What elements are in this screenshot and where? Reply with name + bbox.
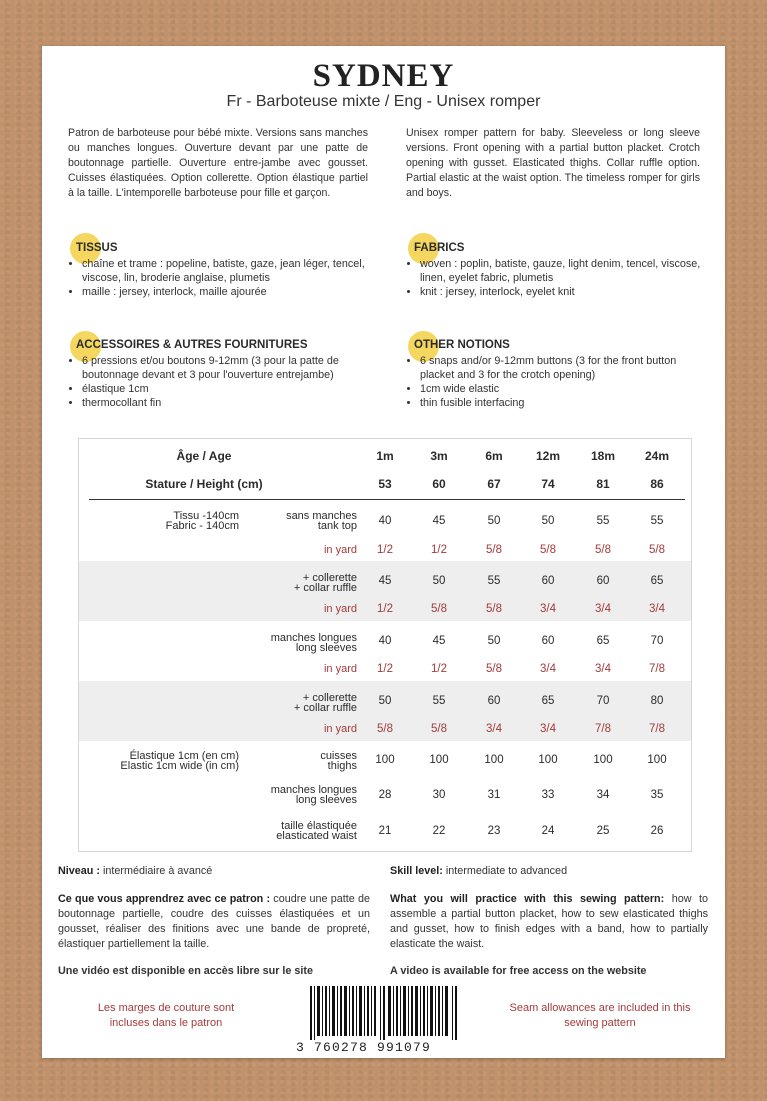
age-cell: 6m [485, 449, 503, 463]
value-cell: 50 [487, 515, 501, 527]
value-cell: 60 [541, 635, 555, 647]
level-fr: Niveau : intermédiaire à avancé [58, 865, 213, 877]
list-item: • 6 snaps and/or 9-12mm buttons (3 for the front button placket and 3 for the crotch opening) [420, 354, 710, 382]
height-header: Stature / Height (cm) [145, 477, 263, 491]
video-fr: Une vidéo est disponible en accès libre sur le site [58, 965, 314, 977]
learn-fr: Ce que vous apprendrez avec ce patron : coudre une patte de boutonnage partielle, coudre des cuisses élastiquées et un gousset, réaliser des finitions avec une bande de propreté, élastiquer partiellement la taille. [58, 893, 370, 950]
row-label: taille élastiquée elasticated waist [276, 820, 357, 842]
yard-cell: 3/4 [486, 723, 502, 735]
value-cell: 55 [596, 515, 610, 527]
list-item: • maille : jersey, interlock, maille ajourée [82, 285, 372, 299]
elastic-label: Élastique 1cm (en cm) Elastic 1cm wide (in cm) [120, 750, 239, 772]
pattern-back-card [42, 46, 725, 1058]
value-cell: 26 [650, 825, 664, 837]
notions-en-list [406, 354, 710, 410]
list-item: • woven : poplin, batiste, gauze, light denim, tencel, viscose, linen, eyelet fabric, plumetis [420, 257, 710, 285]
table-row [79, 813, 691, 849]
yard-cell: 3/4 [540, 603, 556, 615]
value-cell: 34 [596, 789, 610, 801]
value-cell: 100 [593, 754, 613, 766]
value-cell: 55 [650, 515, 664, 527]
value-cell: 23 [487, 825, 501, 837]
value-cell: 45 [432, 635, 446, 647]
value-cell: 28 [378, 789, 392, 801]
value-cell: 65 [596, 635, 610, 647]
list-item: • chaîne et trame : popeline, batiste, gaze, jean léger, tencel, viscose, lin, broderie anglaise, plumetis [82, 257, 372, 285]
list-item: • 6 pressions et/ou boutons 9-12mm (3 pour la patte de boutonnage devant et 3 pour l'ouverture entrejambe) [82, 354, 372, 382]
height-cell: 67 [487, 477, 501, 491]
table-header-height-row [79, 477, 691, 497]
yard-cell: 1/2 [377, 603, 393, 615]
header-divider [89, 499, 685, 500]
value-cell: 100 [538, 754, 558, 766]
value-cell: 80 [650, 695, 664, 707]
age-cell: 12m [535, 449, 561, 463]
table-row [79, 741, 691, 777]
row-label: manches longues long sleeves [270, 784, 357, 806]
value-cell: 30 [432, 789, 446, 801]
table-row-shaded [79, 561, 691, 621]
value-cell: 25 [596, 825, 610, 837]
value-cell: 40 [378, 515, 392, 527]
table-header-age-row [79, 449, 691, 469]
age-cell: 18m [590, 449, 616, 463]
value-cell: 70 [650, 635, 664, 647]
list-item: • knit : jersey, interlock, eyelet knit [420, 285, 710, 299]
fabrics-en-list [406, 257, 710, 299]
list-item: • élastique 1cm [82, 382, 372, 396]
seam-allowance-en: Seam allowances are included in this sewing pattern [509, 1002, 691, 1029]
list-item: • thin fusible interfacing [420, 396, 710, 410]
pattern-title: SYDNEY [312, 58, 455, 94]
list-item: • 1cm wide elastic [420, 382, 710, 396]
value-cell: 50 [432, 575, 446, 587]
value-cell: 24 [541, 825, 555, 837]
yard-cell: 5/8 [431, 723, 447, 735]
barcode-icon [310, 986, 458, 1040]
yard-cell: 3/4 [595, 603, 611, 615]
age-header: Âge / Age [176, 449, 232, 463]
value-cell: 65 [650, 575, 664, 587]
yard-cell: 3/4 [595, 663, 611, 675]
yard-label: in yard [323, 603, 357, 615]
value-cell: 50 [487, 635, 501, 647]
value-cell: 100 [375, 754, 395, 766]
fabric-requirements-table [78, 438, 692, 852]
yard-label: in yard [323, 544, 357, 556]
row-label: + collerette + collar ruffle [293, 692, 357, 714]
yard-label: in yard [323, 723, 357, 735]
value-cell: 35 [650, 789, 664, 801]
yard-cell: 1/2 [377, 663, 393, 675]
age-cell: 3m [430, 449, 448, 463]
yard-cell: 1/2 [431, 663, 447, 675]
yard-cell: 7/8 [649, 723, 665, 735]
value-cell: 100 [484, 754, 504, 766]
row-label: sans manches tank top [286, 510, 357, 532]
value-cell: 50 [378, 695, 392, 707]
age-cell: 1m [376, 449, 394, 463]
height-cell: 53 [378, 477, 392, 491]
yard-cell: 5/8 [486, 603, 502, 615]
value-cell: 60 [541, 575, 555, 587]
value-cell: 50 [541, 515, 555, 527]
yard-cell: 3/4 [540, 723, 556, 735]
yard-cell: 5/8 [486, 663, 502, 675]
video-en: A video is available for free access on the website [390, 965, 647, 977]
yard-cell: 5/8 [595, 544, 611, 556]
fabrics-en-heading: FABRICS [414, 242, 465, 254]
value-cell: 100 [429, 754, 449, 766]
age-cell: 24m [644, 449, 670, 463]
fabrics-fr-list [68, 257, 372, 299]
notions-fr-heading: ACCESSOIRES & AUTRES FOURNITURES [76, 339, 308, 351]
yard-cell: 7/8 [595, 723, 611, 735]
value-cell: 60 [596, 575, 610, 587]
value-cell: 45 [432, 515, 446, 527]
value-cell: 31 [487, 789, 501, 801]
intro-english: Unisex romper pattern for baby. Sleeveless or long sleeve versions. Front opening with a partial button placket. Crotch opening with gusset. Elasticated thighs. Collar ruffle option. Partial elastic at the waist option. The timeless romper for girls and boys. [406, 127, 700, 199]
yard-cell: 1/2 [377, 544, 393, 556]
seam-allowance-fr: Les marges de couture sont incluses dans le patron [97, 1002, 235, 1029]
value-cell: 55 [432, 695, 446, 707]
table-row [79, 621, 691, 681]
value-cell: 100 [647, 754, 667, 766]
value-cell: 65 [541, 695, 555, 707]
value-cell: 22 [432, 825, 446, 837]
barcode-number: 3 760278 991079 [296, 1040, 432, 1055]
yard-cell: 1/2 [431, 544, 447, 556]
value-cell: 21 [378, 825, 392, 837]
level-en: Skill level: intermediate to advanced [390, 865, 568, 877]
height-cell: 86 [650, 477, 664, 491]
yard-cell: 5/8 [377, 723, 393, 735]
yard-cell: 5/8 [649, 544, 665, 556]
fabrics-fr-heading: TISSUS [76, 242, 118, 254]
yard-cell: 5/8 [540, 544, 556, 556]
row-label: + collerette + collar ruffle [293, 572, 357, 594]
value-cell: 45 [378, 575, 392, 587]
table-row [79, 777, 691, 813]
learn-en: What you will practice with this sewing pattern: how to assemble a partial button placket, how to sew elasticated thighs and gusset, how to finish edges with a band, how to partially elasticate the waist. [390, 893, 708, 950]
height-cell: 81 [596, 477, 610, 491]
yard-cell: 3/4 [649, 603, 665, 615]
yard-label: in yard [323, 663, 357, 675]
height-cell: 74 [541, 477, 555, 491]
value-cell: 55 [487, 575, 501, 587]
value-cell: 40 [378, 635, 392, 647]
notions-en-heading: OTHER NOTIONS [414, 339, 510, 351]
yard-row [79, 541, 691, 561]
height-cell: 60 [432, 477, 446, 491]
value-cell: 33 [541, 789, 555, 801]
yard-cell: 3/4 [540, 663, 556, 675]
yard-cell: 5/8 [431, 603, 447, 615]
value-cell: 60 [487, 695, 501, 707]
intro-french: Patron de barboteuse pour bébé mixte. Versions sans manches ou manches longues. Ouverture devant par une patte de boutonnage partielle. Ouverture entre-jambe avec gousset. Cuisses élastiquées. Option collerette. Option élastique partiel à la taille. L'intemporelle barboteuse pour fille et garçon. [68, 127, 368, 199]
pattern-subtitle: Fr - Barboteuse mixte / Eng - Unisex romper [226, 93, 541, 110]
table-row-shaded [79, 681, 691, 741]
yard-cell: 7/8 [649, 663, 665, 675]
fabric-label: Tissu -140cm Fabric - 140cm [165, 510, 239, 532]
notions-fr-list [68, 354, 372, 410]
row-label: manches longues long sleeves [270, 632, 357, 654]
row-label: cuisses thighs [320, 750, 357, 772]
list-item: • thermocollant fin [82, 396, 372, 410]
table-row [79, 501, 691, 541]
value-cell: 70 [596, 695, 610, 707]
yard-cell: 5/8 [486, 544, 502, 556]
